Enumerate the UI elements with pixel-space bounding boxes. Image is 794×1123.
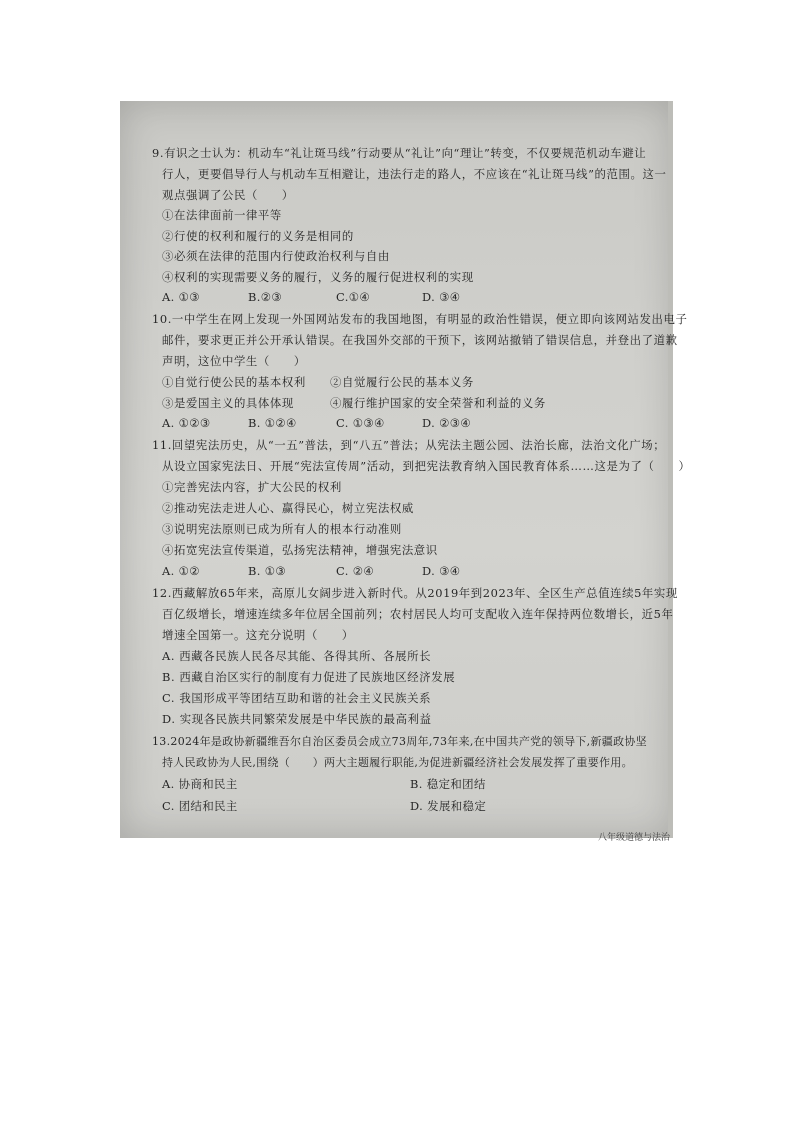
q9-line-3: 观点强调了公民（ ） [162,188,294,202]
q11-option-d: D. ③④ [422,564,461,578]
q11-line-1: 11.回望宪法历史，从“一五”普法，到“八五”普法；从宪法主题公园、法治长廊，法治文化广场； [152,438,666,452]
q9-option-c: C.①④ [336,290,370,304]
q9-statement-2: ②行使的权利和履行的义务是相同的 [162,229,354,243]
page-footer: 八年级道德与法治 [598,833,671,843]
q10-option-a: A. ①②③ [162,416,211,430]
q11-statement-4: ④拓宽宪法宣传渠道，弘扬宪法精神，增强宪法意识 [162,543,438,557]
q12-line-2: 百亿级增长，增速连续多年位居全国前列；农村居民人均可支配收入连年保持两位数增长，近5年 [162,607,674,621]
q13-line-1: 13.2024年是政协新疆维吾尔自治区委员会成立73周年,73年来,在中国共产党的领导下,新疆政协坚 [152,735,647,748]
q10-option-c: C. ①③④ [336,416,385,430]
q12-option-b: B. 西藏自治区实行的制度有力促进了民族地区经济发展 [162,670,456,684]
q9-line-1: 9.有识之士认为：机动车“礼让斑马线”行动要从“礼让”向“理让”转变，不仅要规范机动车避让 [152,146,647,160]
q10-line-3: 声明，这位中学生（ ） [162,354,306,368]
q12-option-a: A. 西藏各民族人民各尽其能、各得其所、各展所长 [162,649,432,663]
q10-option-d: D. ②③④ [422,416,472,430]
q10-line-2: 邮件，要求更正并公开承认错误。在我国外交部的干预下，该网站撤销了错误信息，并登出了道歉 [162,333,678,347]
q12-line-1: 12.西藏解放65年来，高原儿女阔步进入新时代。从2019年到2023年、全区生产总值连续5年实现 [152,586,678,600]
q10-statement-3: ③是爱国主义的具体体现 [162,396,294,410]
q11-statement-2: ②推动宪法走进人心、赢得民心，树立宪法权威 [162,501,414,515]
q9-statement-1: ①在法律面前一律平等 [162,208,282,222]
q13-option-b: B. 稳定和团结 [410,777,486,791]
q9-line-2: 行人，更要倡导行人与机动车互相避让，违法行走的路人，不应该在“礼让斑马线”的范围。这一 [162,167,667,181]
q9-option-a: A. ①③ [162,290,200,304]
q11-option-b: B. ①③ [248,564,287,578]
q10-option-b: B. ①②④ [248,416,297,430]
q11-line-2: 从设立国家宪法日、开展“宪法宣传周”活动，到把宪法教育纳入国民教育体系……这是为了（ ） [162,459,691,473]
q13-option-d: D. 发展和稳定 [410,799,487,813]
q13-option-c: C. 团结和民主 [162,799,238,813]
q9-statement-4: ④权利的实现需要义务的履行，义务的履行促进权利的实现 [162,270,474,284]
q12-option-d: D. 实现各民族共同繁荣发展是中华民族的最高利益 [162,712,432,726]
q13-line-2: 持人民政协为人民,围绕（ ）两大主题履行职能,为促进新疆经济社会发展发挥了重要作用。 [162,756,633,769]
q12-line-3: 增速全国第一。这充分说明（ ） [162,628,354,642]
q10-statement-2: ②自觉履行公民的基本义务 [330,375,474,389]
q9-option-b: B.②③ [248,290,283,304]
q11-option-a: A. ①② [162,564,200,578]
q9-statement-3: ③必须在法律的范围内行使政治权利与自由 [162,249,390,263]
q10-line-1: 10.一中学生在网上发现一外国网站发布的我国地图，有明显的政治性错误，便立即向该网站发出电子 [152,312,688,326]
q10-statement-4: ④履行维护国家的安全荣誉和利益的义务 [330,396,546,410]
q11-statement-1: ①完善宪法内容，扩大公民的权利 [162,480,342,494]
q12-option-c: C. 我国形成平等团结互助和谐的社会主义民族关系 [162,691,432,705]
q9-option-d: D. ③④ [422,290,461,304]
q10-statement-1: ①自觉行使公民的基本权利 [162,375,306,389]
q11-option-c: C. ②④ [336,564,374,578]
q11-statement-3: ③说明宪法原则已成为所有人的根本行动准则 [162,522,402,536]
q13-option-a: A. 协商和民主 [162,777,238,791]
